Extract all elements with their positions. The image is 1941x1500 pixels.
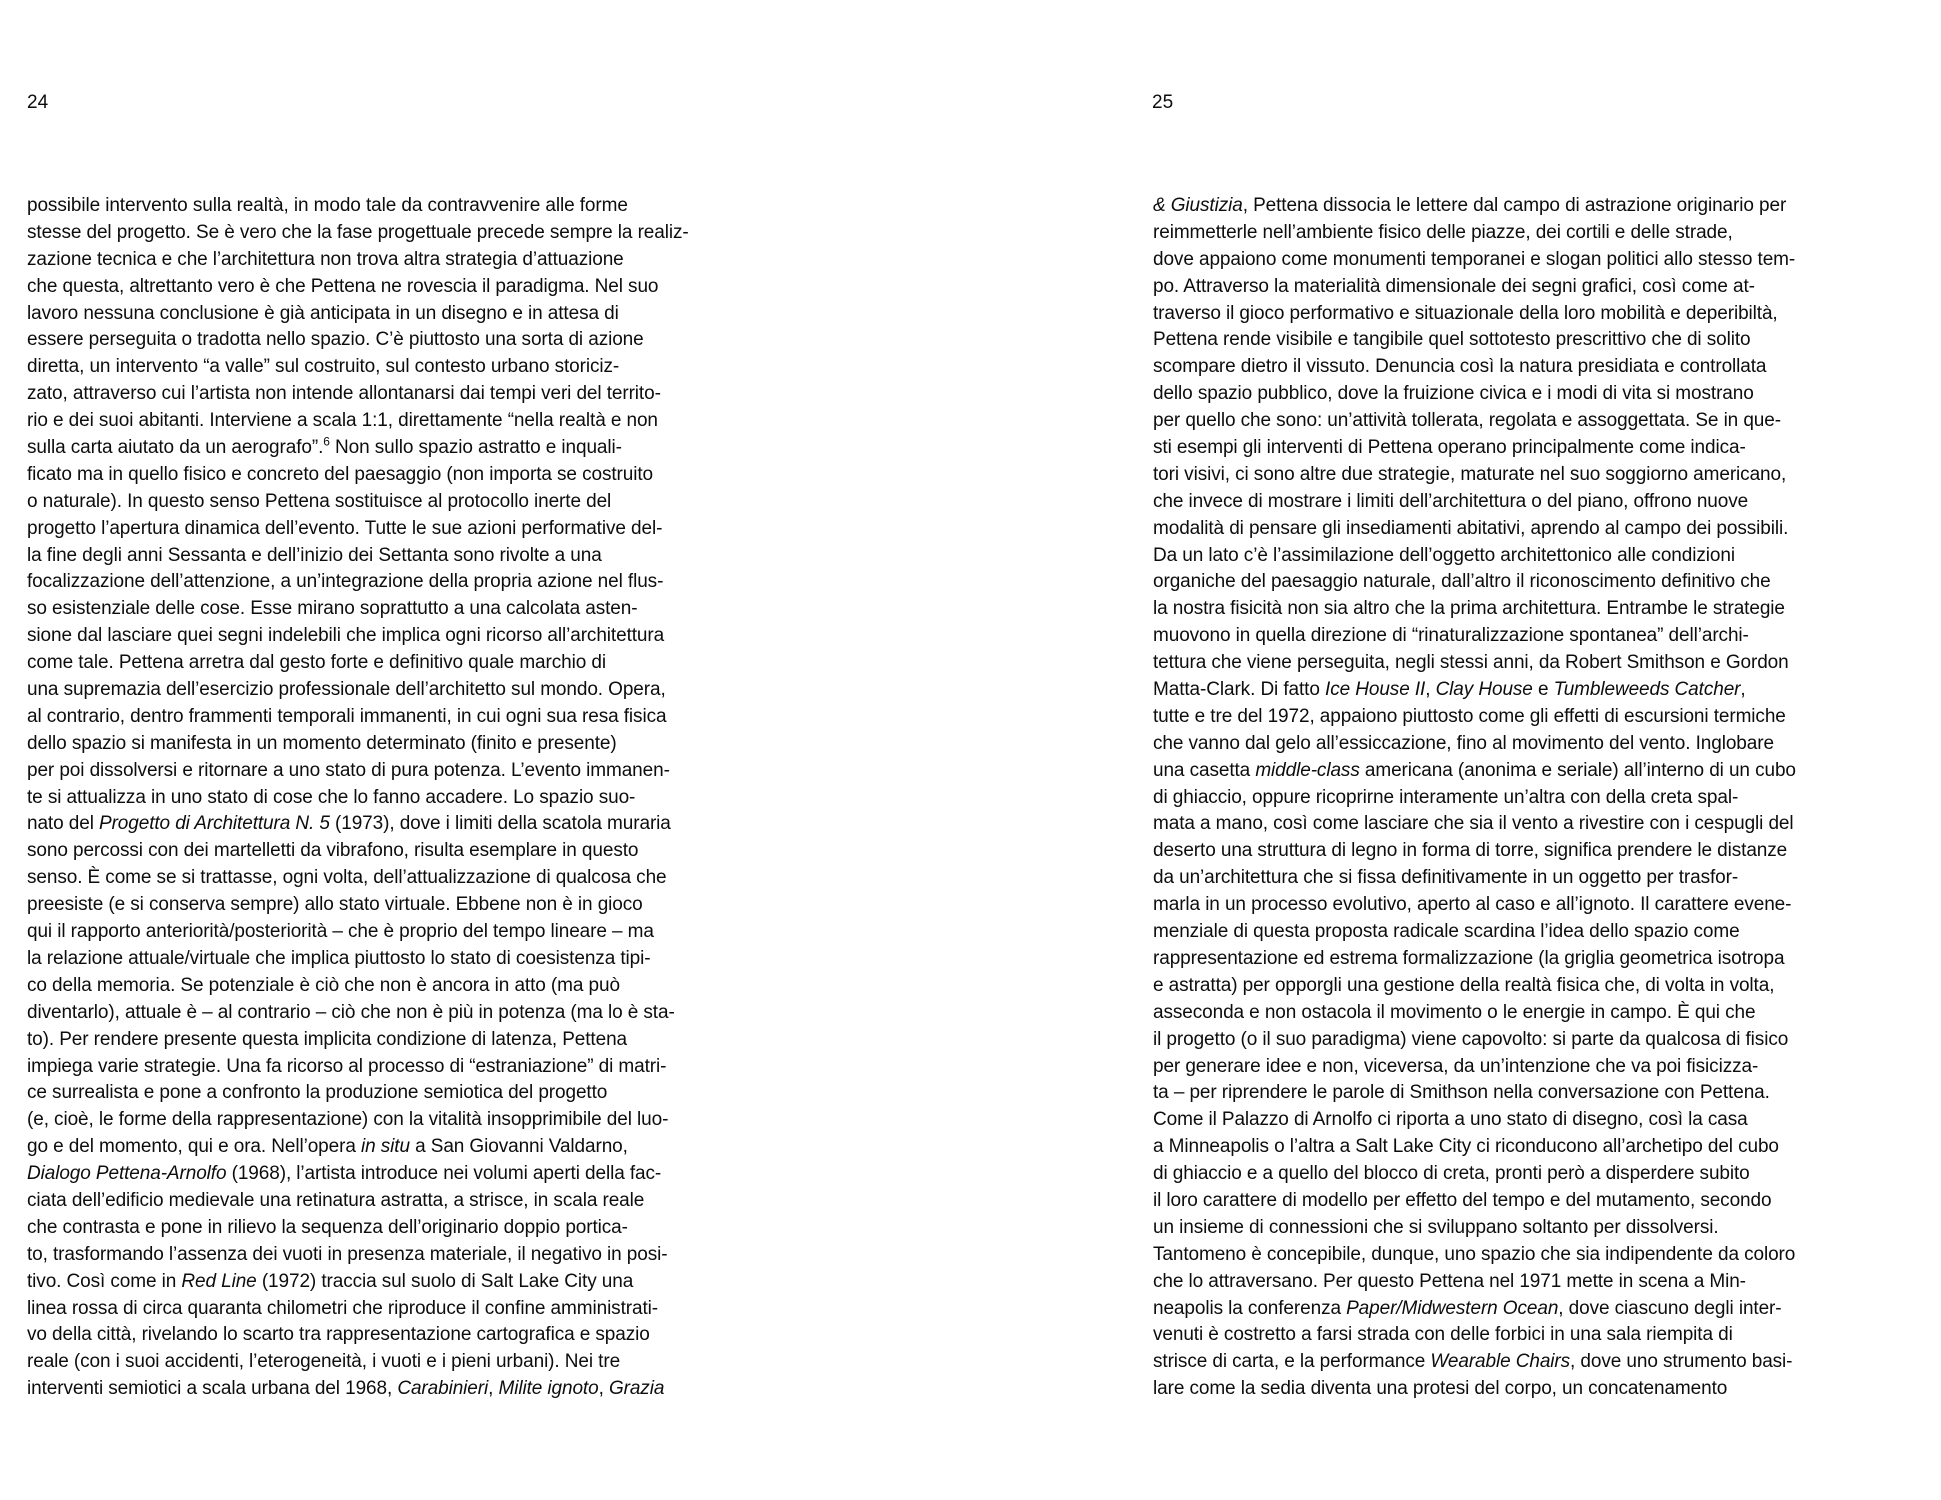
text-line: (e, cioè, le forme della rappresentazione) con la vitalità insopprimibile del luo-: [27, 1109, 669, 1131]
text-line: deserto una struttura di legno in forma di torre, significa prendere le distanze: [1153, 840, 1788, 862]
text-line: che lo attraversano. Per questo Pettena nel 1971 mette in scena a Min-: [1153, 1270, 1746, 1292]
text-line: possibile intervento sulla realtà, in modo tale da contravvenire alle forme: [27, 195, 628, 216]
text-line: strisce di carta, e la performance Wearable Chairs, dove uno strumento basi-: [1153, 1351, 1793, 1373]
text-line: tutte e tre del 1972, appaiono piuttosto come gli effetti di escursioni termiche: [1153, 705, 1786, 727]
text-line: sono percossi con dei martelletti da vibrafono, risulta esemplare in questo: [27, 840, 639, 862]
text-line: sti esempi gli interventi di Pettena operano principalmente come indica-: [1153, 437, 1746, 459]
text-line: il loro carattere di modello per effetto del tempo e del mutamento, secondo: [1153, 1189, 1772, 1211]
text-line: to, trasformando l’assenza dei vuoti in presenza materiale, il negativo in posi-: [27, 1243, 668, 1265]
footnote-reference: 6: [323, 434, 330, 449]
text-line: organiche del paesaggio naturale, dall’altro il riconoscimento definitivo che: [1153, 571, 1771, 593]
text-line: scompare dietro il vissuto. Denuncia così la natura presidiata e controllata: [1153, 356, 1767, 378]
text-line: una supremazia dell’esercizio professionale dell’architetto sul mondo. Opera,: [27, 679, 666, 701]
text-line: tivo. Così come in Red Line (1972) traccia sul suolo di Salt Lake City una: [27, 1270, 634, 1292]
text-line: tettura che viene perseguita, negli stessi anni, da Robert Smithson e Gordon: [1153, 652, 1789, 674]
text-line: per generare idee e non, viceversa, da un’intenzione che va poi fisicizza-: [1153, 1055, 1759, 1077]
text-line: rio e dei suoi abitanti. Interviene a scala 1:1, direttamente “nella realtà e non: [27, 410, 658, 432]
text-line: sione dal lasciare quei segni indelebili che implica ogni ricorso all’architettura: [27, 625, 665, 647]
text-line: interventi semiotici a scala urbana del 1968, Carabinieri, Milite ignoto, Grazia: [27, 1378, 665, 1400]
text-line: lavoro nessuna conclusione è già anticipata in un disegno e in attesa di: [27, 302, 619, 324]
text-line: che invece di mostrare i limiti dell’architettura o del piano, offrono nuove: [1153, 490, 1749, 512]
text-line: lare come la sedia diventa una protesi del corpo, un concatenamento: [1153, 1378, 1728, 1400]
text-line: dello spazio si manifesta in un momento determinato (finito e presente): [27, 732, 617, 754]
text-line: a Minneapolis o l’altra a Salt Lake City ci riconducono all’archetipo del cubo: [1153, 1136, 1779, 1158]
text-line: come tale. Pettena arretra dal gesto forte e definitivo quale marchio di: [27, 652, 606, 674]
text-line: che vanno dal gelo all’essiccazione, fino al movimento del vento. Inglobare: [1153, 732, 1774, 754]
body-text-column-right: [1153, 193, 1941, 1403]
text-line: traverso il gioco performativo e situazionale della loro mobilità e deperibiltà,: [1153, 302, 1778, 324]
text-line: modalità di pensare gli insediamenti abitativi, aprendo al campo dei possibili.: [1153, 517, 1789, 539]
text-line: reimmetterle nell’ambiente fisico delle piazze, dei cortili e delle strade,: [1153, 221, 1733, 243]
text-line: marla in un processo evolutivo, aperto al caso e all’ignoto. Il carattere evene-: [1153, 894, 1792, 916]
text-line: che questa, altrettanto vero è che Pettena ne rovescia il paradigma. Nel suo: [27, 275, 659, 297]
text-line: o naturale). In questo senso Pettena sostituisce al protocollo inerte del: [27, 490, 612, 512]
text-line: zato, attraverso cui l’artista non intende allontanarsi dai tempi veri del territo-: [27, 383, 661, 405]
text-line: al contrario, dentro frammenti temporali immanenti, in cui ogni sua resa fisica: [27, 705, 667, 727]
text-line: senso. È come se si trattasse, ogni volta, dell’attualizzazione di qualcosa che: [27, 867, 667, 889]
text-line: rappresentazione ed estrema formalizzazione (la griglia geometrica isotropa: [1153, 947, 1785, 969]
text-line: dello spazio pubblico, dove la fruizione civica e i modi di vita si mostrano: [1153, 383, 1754, 405]
text-line: te si attualizza in uno stato di cose che lo fanno accadere. Lo spazio suo-: [27, 786, 636, 808]
text-line: Dialogo Pettena-Arnolfo (1968), l’artista introduce nei volumi aperti della fac-: [27, 1163, 662, 1185]
text-line: po. Attraverso la materialità dimensionale dei segni grafici, così come at-: [1153, 275, 1755, 297]
text-line: dove appaiono come monumenti temporanei e slogan politici allo stesso tem-: [1153, 248, 1796, 270]
text-line: di ghiaccio e a quello del blocco di creta, pronti però a disperdere subito: [1153, 1163, 1750, 1185]
text-line: la fine degli anni Sessanta e dell’inizio dei Settanta sono rivolte a una: [27, 544, 602, 566]
text-line: diventarlo), attuale è – al contrario – ciò che non è più in potenza (ma lo è sta-: [27, 1001, 675, 1023]
text-line: focalizzazione dell’attenzione, a un’integrazione della propria azione nel flus-: [27, 571, 664, 593]
text-line: qui il rapporto anteriorità/posteriorità – che è proprio del tempo lineare – ma: [27, 921, 654, 943]
text-line: stesse del progetto. Se è vero che la fase progettuale precede sempre la realiz-: [27, 221, 689, 243]
text-line: asseconda e non ostacola il movimento o le energie in campo. È qui che: [1153, 1001, 1756, 1023]
text-line: to). Per rendere presente questa implicita condizione di latenza, Pettena: [27, 1028, 628, 1050]
text-line: preesiste (e si conserva sempre) allo stato virtuale. Ebbene non è in gioco: [27, 894, 643, 916]
text-line: la nostra fisicità non sia altro che la prima architettura. Entrambe le strategie: [1153, 598, 1785, 620]
text-line: Pettena rende visibile e tangibile quel sottotesto prescrittivo che di solito: [1153, 329, 1751, 351]
text-line: go e del momento, qui e ora. Nell’opera in situ a San Giovanni Valdarno,: [27, 1136, 628, 1158]
text-line: progetto l’apertura dinamica dell’evento. Tutte le sue azioni performative del-: [27, 517, 663, 539]
text-line: la relazione attuale/virtuale che implica piuttosto lo stato di coesistenza tipi-: [27, 947, 651, 969]
text-line: essere perseguita o tradotta nello spazio. C’è piuttosto una sorta di azione: [27, 329, 644, 351]
page-number-right: 25: [1152, 92, 1174, 113]
text-line: da un’architettura che si fissa definitivamente in un oggetto per trasfor-: [1153, 867, 1739, 889]
text-line: tori visivi, ci sono altre due strategie, maturate nel suo soggiorno americano,: [1153, 463, 1787, 485]
text-line: ficato ma in quello fisico e concreto del paesaggio (non importa se costruito: [27, 463, 653, 485]
text-line: e astratta) per opporgli una gestione della realtà fisica che, di volta in volta,: [1153, 974, 1775, 996]
text-line: neapolis la conferenza Paper/Midwestern Ocean, dove ciascuno degli inter-: [1153, 1297, 1782, 1319]
text-line: che contrasta e pone in rilievo la sequenza dell’originario doppio portica-: [27, 1216, 628, 1238]
text-line: impiega varie strategie. Una fa ricorso al processo di “estraniazione” di matri-: [27, 1055, 667, 1077]
body-text-column-left: [27, 193, 822, 1403]
text-line: nato del Progetto di Architettura N. 5 (1973), dove i limiti della scatola muraria: [27, 813, 671, 835]
text-line: di ghiaccio, oppure ricoprirne interamente un’altra con della creta spal-: [1153, 786, 1739, 808]
text-line: reale (con i suoi accidenti, l’eterogeneità, i vuoti e i pieni urbani). Nei tre: [27, 1351, 621, 1373]
text-line: diretta, un intervento “a valle” sul costruito, sul contesto urbano storiciz-: [27, 356, 620, 378]
text-line: Da un lato c’è l’assimilazione dell’oggetto architettonico alle condizioni: [1153, 544, 1735, 566]
text-line: una casetta middle-class americana (anonima e seriale) all’interno di un cubo: [1153, 759, 1796, 781]
text-line: mata a mano, così come lasciare che sia il vento a rivestire con i cespugli del: [1153, 813, 1794, 835]
text-line: sulla carta aiutato da un aerografo”.$^6$ Non sullo spazio astratto e inquali-: [27, 434, 622, 459]
text-line: ta – per riprendere le parole di Smithson nella conversazione con Pettena.: [1153, 1082, 1770, 1104]
text-line: venuti è costretto a farsi strada con delle forbici in una sala riempita di: [1153, 1324, 1733, 1346]
text-line: linea rossa di circa quaranta chilometri che riproduce il confine amministrati-: [27, 1297, 658, 1319]
text-line: zazione tecnica e che l’architettura non trova altra strategia d’attuazione: [27, 248, 624, 270]
text-line: ce surrealista e pone a confronto la produzione semiotica del progetto: [27, 1082, 608, 1104]
text-line: ciata dell’edificio medievale una retinatura astratta, a strisce, in scala reale: [27, 1189, 645, 1211]
text-line: & Giustizia, Pettena dissocia le lettere dal campo di astrazione originario per: [1153, 195, 1787, 216]
text-line: un insieme di connessioni che si sviluppano soltanto per dissolversi.: [1153, 1216, 1719, 1238]
text-line: co della memoria. Se potenziale è ciò che non è ancora in atto (ma può: [27, 974, 620, 996]
page-number-left: 24: [27, 92, 49, 113]
text-line: Come il Palazzo di Arnolfo ci riporta a uno stato di disegno, così la casa: [1153, 1109, 1748, 1131]
text-line: Matta-Clark. Di fatto Ice House II, Clay House e Tumbleweeds Catcher,: [1153, 679, 1746, 701]
text-line: vo della città, rivelando lo scarto tra rappresentazione cartografica e spazio: [27, 1324, 650, 1346]
text-line: so esistenziale delle cose. Esse mirano soprattutto a una calcolata asten-: [27, 598, 638, 620]
text-line: muovono in quella direzione di “rinaturalizzazione spontanea” dell’archi-: [1153, 625, 1749, 647]
text-line: il progetto (o il suo paradigma) viene capovolto: si parte da qualcosa di fisico: [1153, 1028, 1789, 1050]
text-line: per poi dissolversi e ritornare a uno stato di pura potenza. L’evento immanen-: [27, 759, 670, 781]
text-line: menziale di questa proposta radicale scardina l’idea dello spazio come: [1153, 921, 1740, 943]
text-line: per quello che sono: un’attività tollerata, regolata e assoggettata. Se in que-: [1153, 410, 1781, 432]
text-line: Tantomeno è concepibile, dunque, uno spazio che sia indipendente da coloro: [1153, 1243, 1796, 1265]
